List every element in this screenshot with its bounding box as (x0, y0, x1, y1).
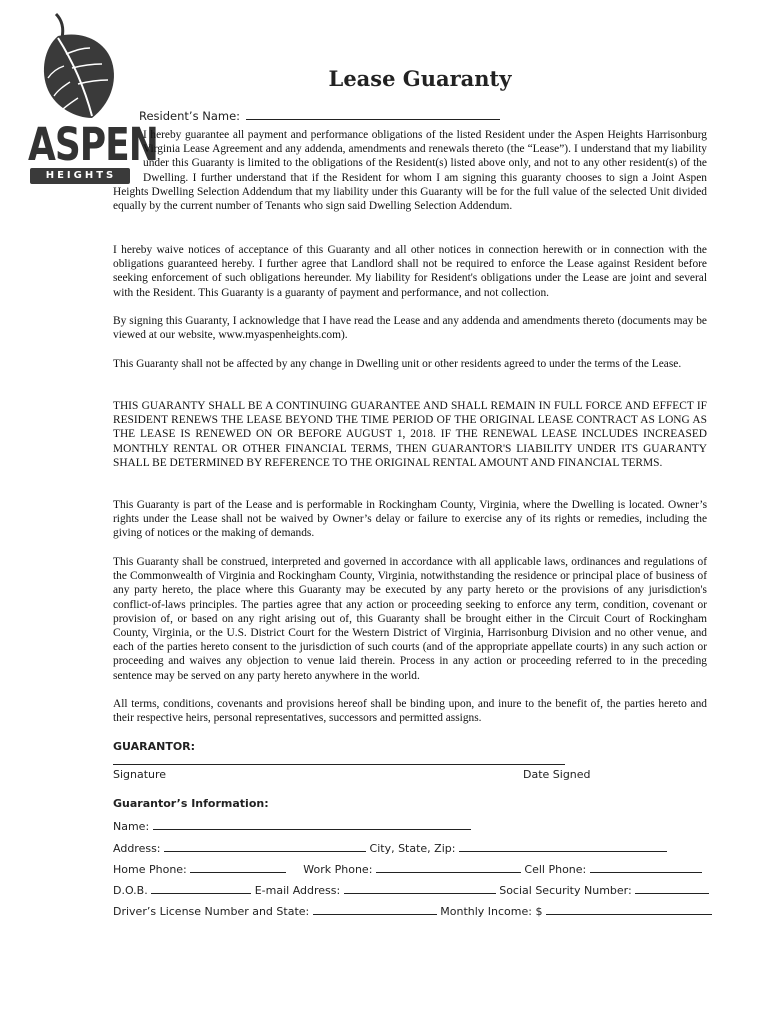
name-blank[interactable] (153, 819, 471, 830)
paragraph-guarantee-text: I hereby guarantee all payment and performance obligations of the listed Resident under the Aspen Heights Harrisonburg Virginia Lease Agreement and any addenda, amendments and renewals thereto (the “Lease”). I understand that my liability under this Guaranty is limited to the obligations of the Resident(s) listed above only, and not to any other resident(s) of the Dwelling. I further understand that if the Resident for whom I am signing this guaranty chooses to sign a Joint Aspen Heights Dwelling Selection Addendum that my liability under this Guaranty will be for the full value of the selected Unit divided equally by the current number of Tenants who sign said Dwelling Selection Addendum. (113, 129, 707, 213)
date-signed-label: Date Signed (523, 768, 591, 781)
document-title: Lease Guaranty (328, 66, 512, 91)
license-income-fields (113, 904, 712, 918)
paragraph-venue: This Guaranty is part of the Lease and is performable in Rockingham County, Virginia, where the Dwelling is located. Owner’s rights under the Lease shall not be waived by Owner’s delay or failure to exercise any of its rights or remedies, including the giving of notices or the making of demands. (113, 499, 707, 540)
guarantor-heading: GUARANTOR: (113, 740, 196, 753)
address-field (113, 841, 667, 855)
cell-phone-blank[interactable] (590, 862, 702, 873)
paragraph-waiver: I hereby waive notices of acceptance of this Guaranty and all other notices in connection herewith or in connection with the obligations guaranteed hereby. I further agree that Landlord shall not be required to enforce the Lease against Resident before seeking enforcement of such obligations hereunder. My liability for Resident's obligations under the Lease are joint and several with the Resident. This Guaranty is a guaranty of payment and performance, and not collection. (113, 244, 707, 299)
address-blank[interactable] (164, 841, 366, 852)
monthly-income-label: Monthly Income: (440, 905, 532, 918)
city-state-zip-blank[interactable] (459, 841, 667, 852)
paragraph-governing-law: This Guaranty shall be construed, interpreted and governed in accordance with all applicable laws, ordinances and regulations of the Commonwealth of Virginia and Rockingham County, Virginia, notwithstanding the residence or principal place of business of any party hereto, the place where this Guaranty may be executed by any party hereto or the provisions of any jurisdiction's conflict-of-laws principles. The parties agree that any action or proceeding seeking to enforce any term, condition, covenant or provision of, or based on any right arising out of, this Guaranty shall be brought either in the Circuit Court of Rockingham County, Virginia, or the U.S. District Court for the Western District of Virginia, Harrisonburg Division and no other venue, and each of the parties hereto consent to the jurisdiction of such courts (and of the appropriate appellate courts) in any such action or proceeding and waives any objection to venue laid therein. Process in any action or proceeding referred to in the preceding sentence may be served on any party hereto anywhere in the world. (113, 556, 707, 682)
resident-name-label: Resident’s Name: (139, 109, 241, 123)
resident-name-field (139, 108, 500, 123)
paragraph-acknowledgement: By signing this Guaranty, I acknowledge that I have read the Lease and any addenda and amendments thereto (documents may be viewed at our website, www.myaspenheights.com). (113, 315, 707, 342)
home-phone-label: Home Phone: (113, 863, 187, 876)
ssn-blank[interactable] (635, 883, 709, 894)
resident-name-blank[interactable] (246, 108, 500, 120)
paragraph-guarantee (113, 128, 707, 213)
dob-blank[interactable] (151, 883, 251, 894)
signature-line[interactable] (113, 764, 565, 765)
monthly-income-blank[interactable] (546, 904, 712, 915)
logo-subword: HEIGHTS (45, 170, 117, 181)
guarantor-info-heading: Guarantor’s Information: (113, 797, 269, 810)
dob-label: D.O.B. (113, 884, 148, 897)
address-label: Address: (113, 842, 161, 855)
work-phone-label: Work Phone: (303, 863, 373, 876)
drivers-license-blank[interactable] (313, 904, 437, 915)
paragraph-binding: All terms, conditions, covenants and provisions hereof shall be binding upon, and inure to the benefit of, the parties hereto and their respective heirs, personal representatives, successors and permitted assigns. (113, 698, 707, 725)
currency-symbol: $ (535, 905, 543, 918)
ssn-label: Social Security Number: (499, 884, 632, 897)
name-field (113, 819, 471, 833)
city-state-zip-label: City, State, Zip: (369, 842, 456, 855)
paragraph-continuing: THIS GUARANTY SHALL BE A CONTINUING GUARANTEE AND SHALL REMAIN IN FULL FORCE AND EFFECT IF RESIDENT RENEWS THE LEASE BEYOND THE TIME PERIOD OF THE ORIGINAL LEASE CONTRACT AS LONG AS THE LEASE IS RENEWED ON OR BEFORE AUGUST 1, 2018. IF THE RENEWAL LEASE INCLUDES INCREASED MONTHLY RENTAL OR OTHER FINANCIAL TERMS, THEN GUARANTOR'S LIABILITY UNDER ITS GUARANTY SHALL BE DETERMINED BY REFERENCE TO THE ORIGINAL RENTAL AMOUNT AND FINANCIAL TERMS. (113, 400, 707, 469)
logo-wordmark: ASPEN (28, 120, 158, 172)
signature-label: Signature (113, 768, 167, 781)
work-phone-blank[interactable] (376, 862, 521, 873)
cell-phone-label: Cell Phone: (524, 863, 587, 876)
paragraph-change: This Guaranty shall not be affected by any change in Dwelling unit or other residents agreed to under the terms of the Lease. (113, 358, 682, 370)
phone-fields (113, 862, 702, 876)
home-phone-blank[interactable] (190, 862, 286, 873)
email-blank[interactable] (344, 883, 496, 894)
email-label: E-mail Address: (254, 884, 341, 897)
drivers-license-label: Driver’s License Number and State: (113, 905, 310, 918)
identity-fields (113, 883, 709, 897)
name-label: Name: (113, 820, 150, 833)
